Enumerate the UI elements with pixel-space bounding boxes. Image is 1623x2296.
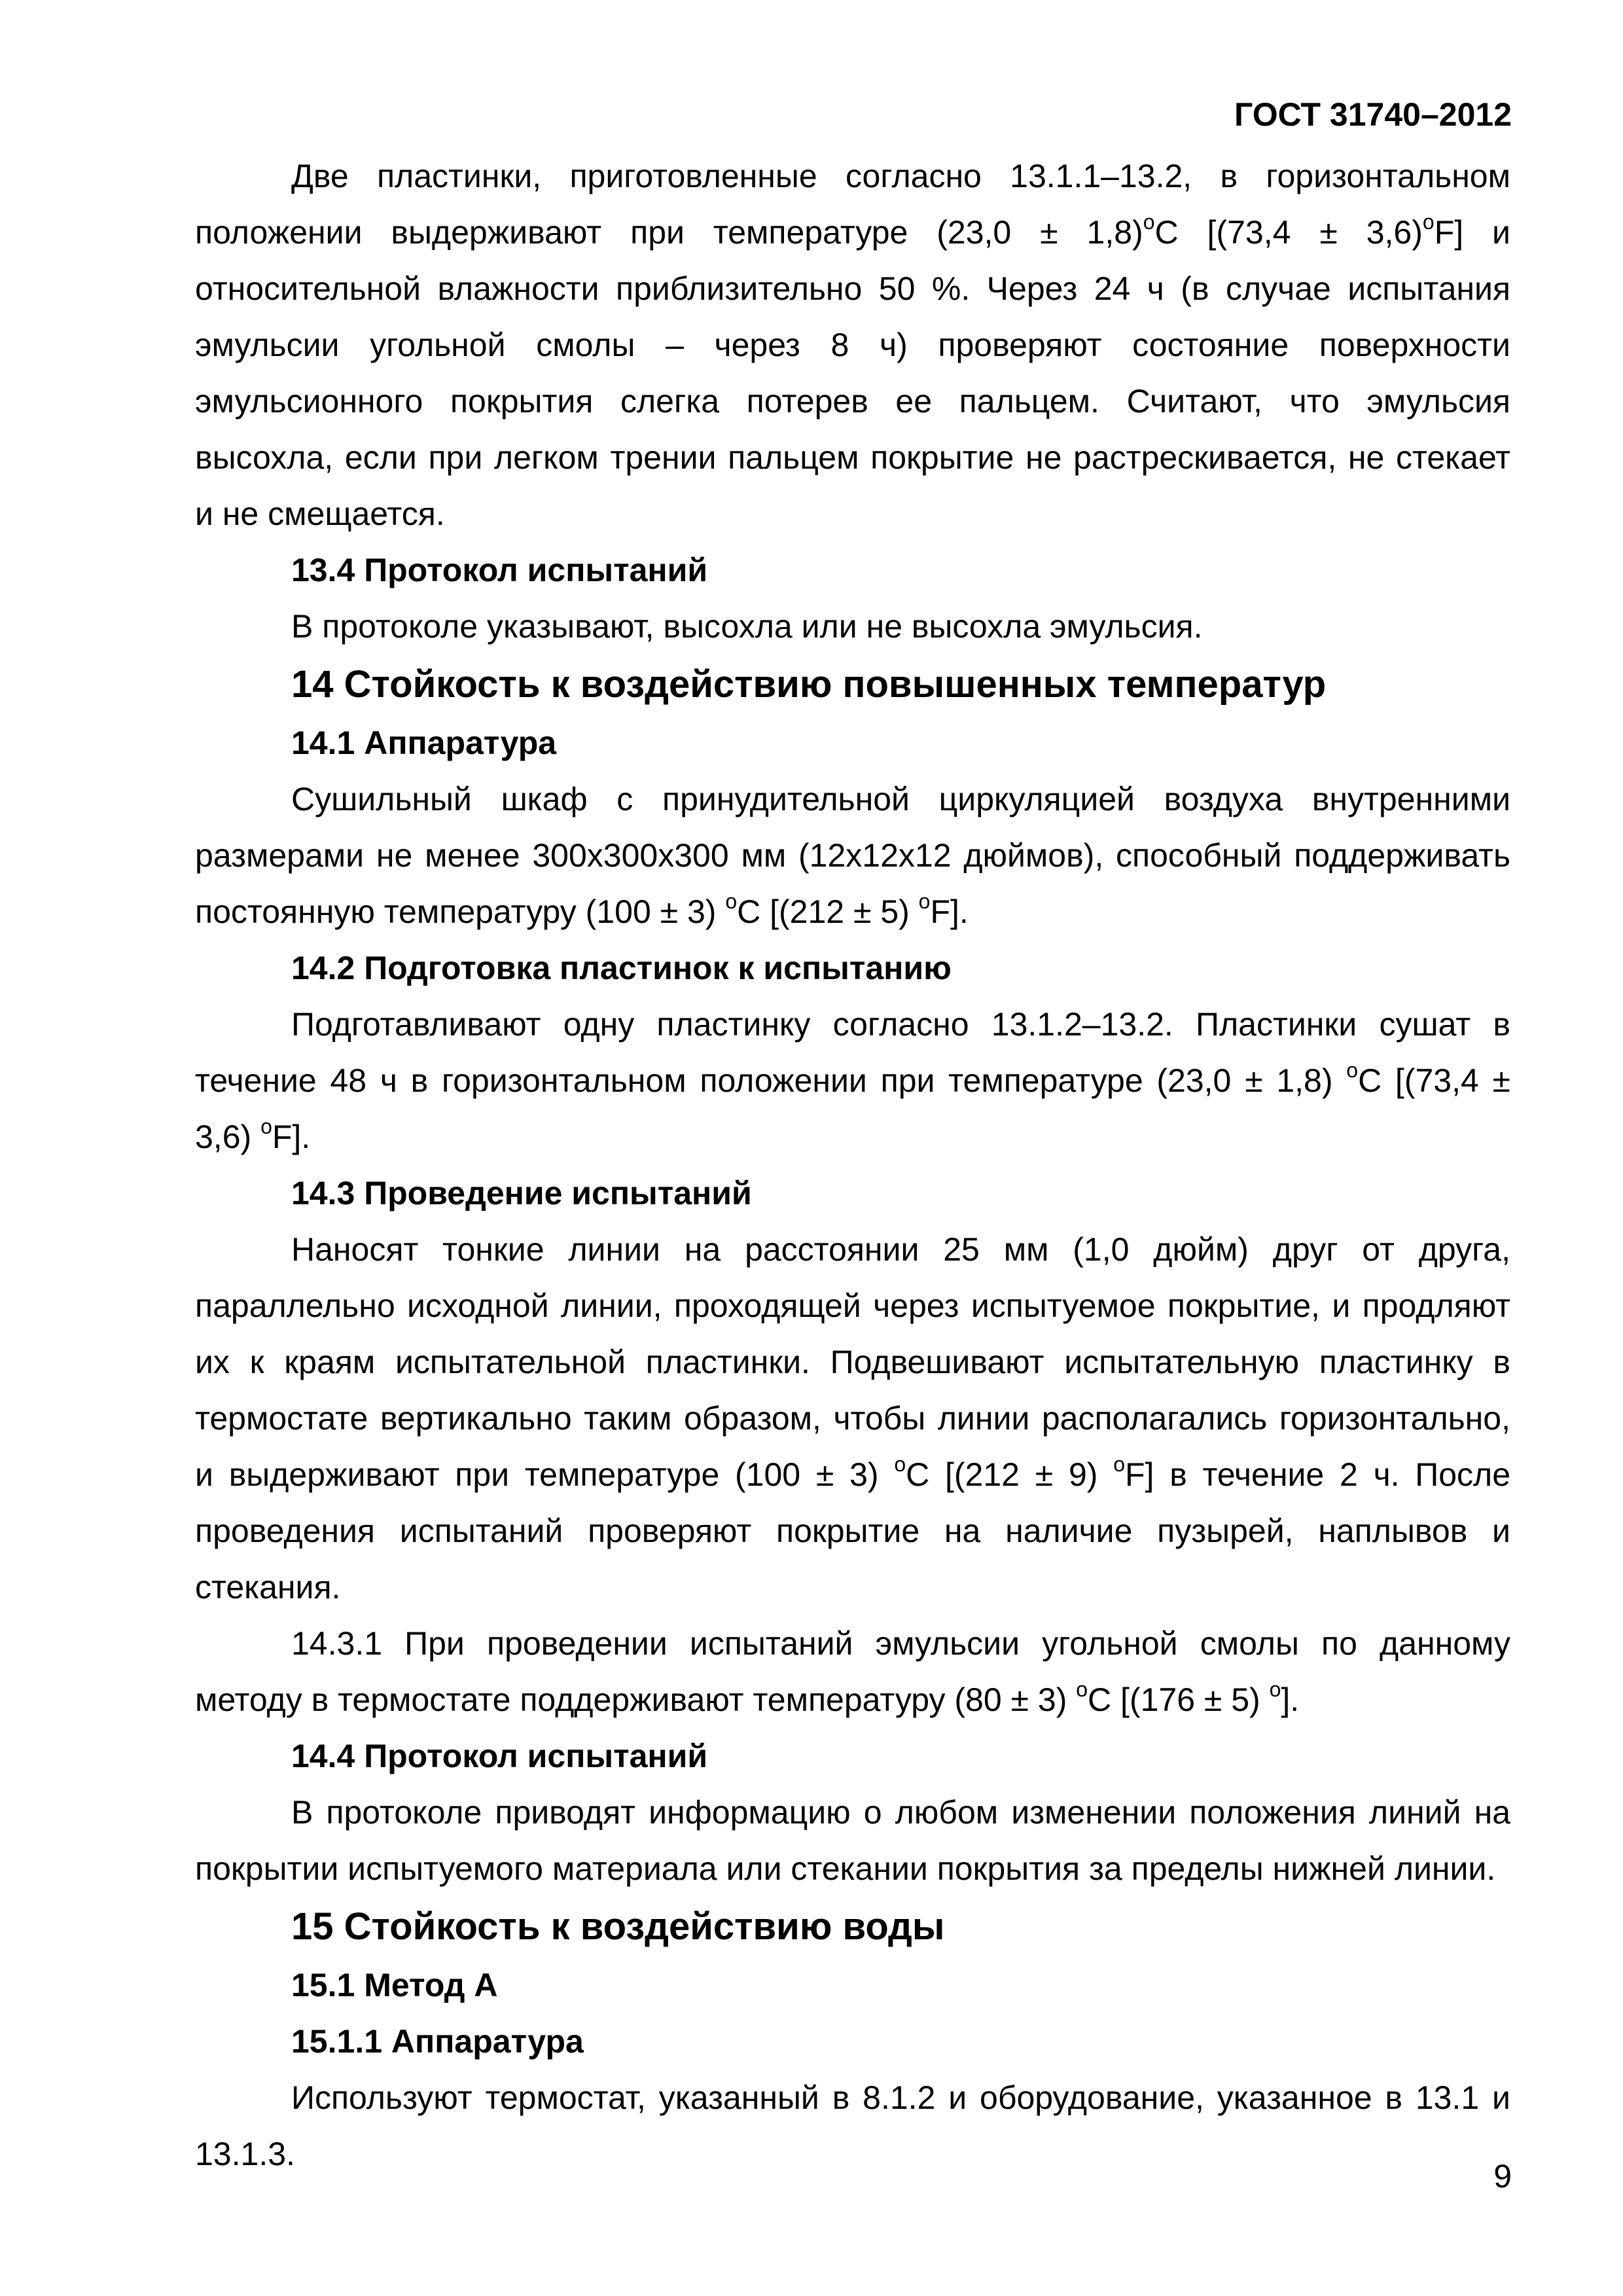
section-heading-14-4: 14.4 Протокол испытаний xyxy=(291,1738,708,1774)
document-code-header: ГОСТ 31740–2012 xyxy=(1234,96,1512,133)
section-heading-13-4: 13.4 Протокол испытаний xyxy=(291,552,708,588)
section-heading-15-1-1: 15.1.1 Аппаратура xyxy=(291,2023,584,2060)
paragraph-14-2: Подготавливают одну пластинку согласно 13.1.2–13.2. Пластинки сушат в течение 48 ч в горизонтальном положении при температуре (23,0 ± 1,8) $^o$С [(73,4 ± 3,6) $^o$F]. xyxy=(195,1006,1510,1155)
paragraph-13-4: В протоколе указывают, высохла или не высохла эмульсия. xyxy=(291,608,1203,645)
paragraph-13-3-continued: Две пластинки, приготовленные согласно 13.1.1–13.2, в горизонтальном положении выдерживают при температуре $(23,0 \pm 1,8)^oС$ $[(73,4 \pm 3,6)^oF]$ и относительной влажности приблизительно 50 %. Через 24 ч (в случае испытания эмульсии угольной смолы – через 8 ч) проверяют состояние поверхности эмульсионного покрытия слегка потерев ее пальцем. Считают, что эмульсия высохла, если при легком трении пальцем покрытие не растрескивается, не стекает и не смещается. xyxy=(195,158,1510,532)
paragraph-14-3: Наносят тонкие линии на расстоянии 25 мм (1,0 дюйм) друг от друга, параллельно исходной линии, проходящей через испытуемое покрытие, и продляют их к краям испытательной пластинки. Подвешивают испытательную пластинку в термостате вертикально таким образом, чтобы линии располагались горизонтально, и выдерживают при температуре (100 ± 3) $^o$С [(212 ± 9) $^o$F] в течение 2 ч. После проведения испытаний проверяют покрытие на наличие пузырей, наплывов и стекания. xyxy=(195,1231,1511,1605)
section-heading-15: 15 Стойкость к воздействию воды xyxy=(291,1905,945,1948)
section-heading-14-1: 14.1 Аппаратура xyxy=(291,725,557,761)
section-heading-14: 14 Стойкость к воздействию повышенных температур xyxy=(291,663,1327,706)
section-heading-14-2: 14.2 Подготовка пластинок к испытанию xyxy=(291,950,952,986)
section-heading-14-3: 14.3 Проведение испытаний xyxy=(291,1175,752,1211)
section-heading-15-1: 15.1 Метод А xyxy=(291,1967,498,2003)
paragraph-14-3-1: 14.3.1 При проведении испытаний эмульсии угольной смолы по данному методу в термостате поддерживают температуру (80 ± 3) $^o$С [(176 ± 5) $^o$]. xyxy=(195,1625,1510,1718)
page-number: 9 xyxy=(1493,2158,1512,2195)
paragraph-14-4: В протоколе приводят информацию о любом изменении положения линий на покрытии испытуемого материала или стекании покрытия за пределы нижней линии. xyxy=(195,1794,1510,1887)
document-body xyxy=(195,148,1510,2182)
paragraph-14-1: Сушильный шкаф с принудительной циркуляцией воздуха внутренними размерами не менее 300х300х300 мм (12х12х12 дюймов), способный поддерживать постоянную температуру (100 ± 3) $^o$С [(212 ± 5) $^o$F]. xyxy=(195,781,1510,930)
paragraph-15-1-1: Используют термостат, указанный в 8.1.2 и оборудование, указанное в 13.1 и 13.1.3. xyxy=(195,2079,1510,2172)
